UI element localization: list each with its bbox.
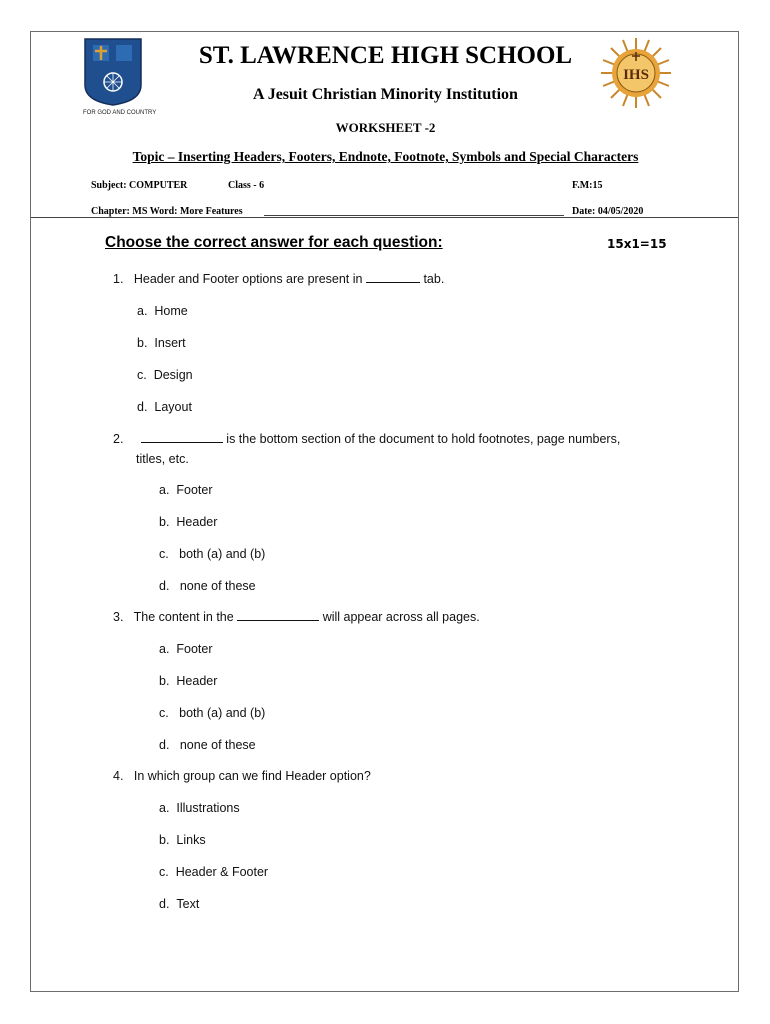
option-4d: d. Text: [159, 897, 200, 911]
option-2d: d. none of these: [159, 579, 256, 593]
ihs-emblem-icon: [599, 36, 673, 110]
question-text: Header and Footer options are present in: [133, 272, 363, 286]
option-4b: b. Links: [159, 833, 206, 847]
option-3d: d. none of these: [159, 738, 256, 752]
option-1d: d. Layout: [137, 400, 192, 414]
chapter-underline: [264, 215, 564, 216]
full-marks-label: F.M:15: [572, 180, 603, 191]
answer-blank: [237, 610, 319, 621]
question-text-end: will appear across all pages.: [322, 610, 480, 624]
question-number: 1.: [113, 272, 124, 286]
option-2a: a. Footer: [159, 483, 213, 497]
option-4a: a. Illustrations: [159, 801, 240, 815]
option-3b: b. Header: [159, 674, 218, 688]
question-text-end: tab.: [423, 272, 445, 286]
option-4c: c. Header & Footer: [159, 865, 269, 879]
worksheet-page: [30, 31, 739, 992]
question-number: 3.: [113, 610, 124, 624]
svg-text:IHS: IHS: [623, 67, 649, 83]
option-2c: c. both (a) and (b): [159, 547, 266, 561]
option-2b: b. Header: [159, 515, 218, 529]
option-1a: a. Home: [137, 304, 188, 318]
question-2-line2: titles, etc.: [136, 452, 189, 466]
question-text: is the bottom section of the document to hold footnotes, page numbers,: [226, 432, 621, 446]
topic-heading: Topic – Inserting Headers, Footers, Endnote, Footnote, Symbols and Special Characters: [132, 149, 639, 164]
school-name: ST. LAWRENCE HIGH SCHOOL: [198, 42, 573, 69]
option-3a: a. Footer: [159, 642, 213, 656]
chapter-label: Chapter: MS Word: More Features: [91, 206, 243, 217]
question-2: [113, 432, 620, 446]
date-label: Date: 04/05/2020: [572, 206, 644, 217]
question-number: 2.: [113, 432, 124, 446]
school-subtitle: A Jesuit Christian Minority Institution: [253, 86, 518, 103]
question-text: The content in the: [133, 610, 234, 624]
school-motto: FOR GOD AND COUNTRY: [83, 110, 157, 116]
question-text: In which group can we find Header option?: [133, 769, 371, 783]
option-3c: c. both (a) and (b): [159, 706, 266, 720]
header-divider: [31, 217, 738, 218]
question-3: [113, 610, 480, 624]
worksheet-title: WORKSHEET -2: [335, 120, 436, 135]
marks-label: 15x1=15: [607, 237, 667, 251]
question-1: [113, 272, 444, 286]
class-label: Class - 6: [228, 180, 265, 191]
option-1b: b. Insert: [137, 336, 186, 350]
answer-blank: [366, 272, 420, 283]
subject-label: Subject: COMPUTER: [91, 180, 188, 191]
answer-blank: [141, 432, 223, 443]
question-4: [113, 769, 371, 783]
instruction-heading: Choose the correct answer for each question:: [105, 234, 443, 251]
question-number: 4.: [113, 769, 124, 783]
option-1c: c. Design: [137, 368, 193, 382]
